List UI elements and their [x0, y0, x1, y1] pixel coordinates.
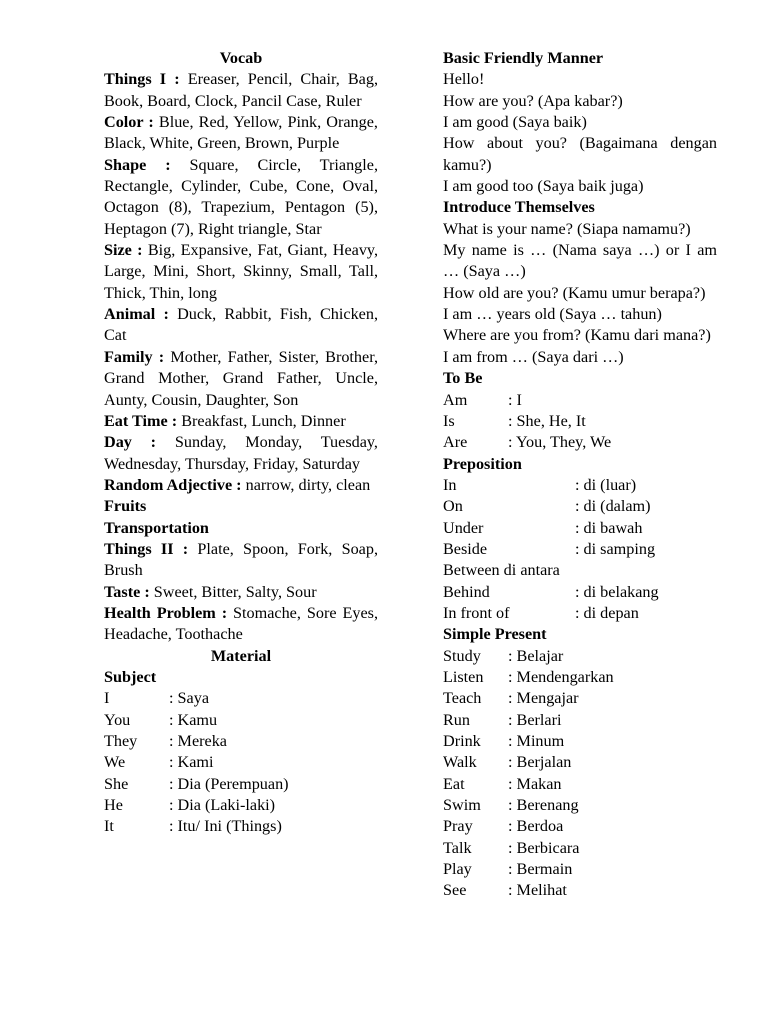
entry-text: Stomache, Sore Eyes, Headache, Toothache — [104, 603, 378, 644]
verb-meaning: : Minum — [508, 732, 565, 750]
right-column — [443, 48, 717, 902]
verb-row — [443, 667, 717, 688]
entry-text: Sweet, Bitter, Salty, Sour — [149, 582, 317, 601]
preposition-row — [443, 518, 717, 539]
verb-meaning: : Mengajar — [508, 689, 579, 708]
verb-meaning: : Melihat — [508, 881, 567, 900]
subject-meaning: : Kamu — [169, 710, 218, 729]
verb-meaning: : Mendengarkan — [508, 667, 614, 686]
verb-row — [443, 752, 717, 773]
preposition-title: Preposition — [443, 454, 522, 473]
verb-meaning: : Belajar — [508, 646, 564, 665]
preposition-row — [443, 539, 717, 560]
verb-row — [443, 646, 717, 667]
tobe-meaning: : I — [508, 390, 522, 409]
subject-row — [104, 795, 378, 816]
subject-term: They — [104, 732, 138, 750]
vocab-entry-shape — [104, 155, 378, 240]
vocab-entry-family — [104, 347, 378, 411]
subject-title: Subject — [104, 667, 157, 686]
manner-line: I am good too (Saya baik juga) — [443, 177, 644, 196]
tobe-row — [443, 432, 717, 453]
verb-row — [443, 838, 717, 859]
verb-meaning: : Berenang — [508, 796, 579, 815]
entry-heading: Taste : — [104, 582, 150, 601]
preposition-row — [443, 475, 717, 496]
tobe-term: Is — [443, 411, 455, 430]
tobe-term: Are — [443, 433, 468, 452]
entry-heading: Shape : — [104, 155, 171, 174]
tobe-row — [443, 390, 717, 411]
entry-heading: Family : — [104, 347, 165, 366]
entry-heading: Random Adjective : — [104, 475, 242, 494]
verb-term: Run — [443, 710, 470, 729]
vocab-entry-things-i — [104, 69, 378, 112]
manner-line: Hello! — [443, 70, 485, 89]
preposition-term: Beside — [443, 539, 488, 558]
subject-row — [104, 731, 378, 752]
vocab-entry-animal — [104, 304, 378, 347]
entry-text: Breakfast, Lunch, Dinner — [177, 411, 346, 430]
preposition-term: In — [443, 475, 457, 494]
entry-text: Plate, Spoon, Fork, Soap, Brush — [104, 539, 379, 580]
tobe-meaning: : You, They, We — [508, 433, 612, 452]
preposition-term: On — [443, 497, 463, 516]
subject-meaning: : Saya — [169, 689, 210, 708]
verb-meaning: : Berlari — [508, 710, 562, 729]
preposition-term: In front of — [443, 603, 510, 622]
tobe-row — [443, 411, 717, 432]
entry-heading: Color : — [104, 113, 154, 132]
subject-term: I — [104, 689, 110, 708]
subject-row — [104, 816, 378, 837]
manner-line: How are you? (Apa kabar?) — [443, 91, 623, 110]
vocab-entry-transportation — [104, 518, 378, 539]
material-title: Material — [210, 646, 272, 665]
subject-row — [104, 710, 378, 731]
preposition-row — [443, 582, 717, 603]
manner-line: How about you? (Bagaimana dengan kamu?) — [443, 134, 717, 174]
introduce-line: How old are you? (Kamu umur berapa?) — [443, 283, 706, 302]
verb-row — [443, 816, 717, 837]
vocab-title: Vocab — [219, 49, 263, 67]
manner-title: Basic Friendly Manner — [443, 49, 604, 67]
entry-heading: Transportation — [104, 518, 209, 537]
preposition-meaning: : di (luar) — [575, 475, 637, 494]
entry-text: Square, Circle, Triangle, Rectangle, Cylinder, Cube, Cone, Oval, Octagon (8), Trapezium, Pentagon (5), Heptagon (7), Right triangle, Star — [104, 155, 378, 238]
entry-heading: Fruits — [104, 497, 147, 516]
entry-heading: Day : — [104, 433, 157, 452]
subject-meaning: : Itu/ Ini (Things) — [169, 817, 282, 836]
verb-row — [443, 731, 717, 752]
manner-line: I am good (Saya baik) — [443, 113, 587, 132]
verb-term: Drink — [443, 732, 481, 750]
subject-term: You — [104, 710, 131, 729]
verb-meaning: : Makan — [508, 774, 562, 793]
entry-heading: Animal : — [104, 305, 169, 324]
preposition-row — [443, 560, 717, 581]
introduce-line: What is your name? (Siapa namamu?) — [443, 219, 691, 238]
verb-term: See — [443, 881, 467, 900]
verb-term: Study — [443, 646, 481, 665]
subject-term: He — [104, 796, 123, 815]
verb-row — [443, 795, 717, 816]
vocab-entry-size — [104, 240, 378, 304]
preposition-meaning: : di (dalam) — [575, 497, 651, 516]
subject-row — [104, 774, 378, 795]
verb-term: Listen — [443, 667, 484, 686]
verb-term: Walk — [443, 753, 477, 772]
subject-term: She — [104, 774, 129, 793]
vocab-entry-health-problem — [104, 603, 378, 646]
verb-meaning: : Bermain — [508, 860, 573, 879]
vocab-entry-taste — [104, 582, 378, 603]
introduce-title: Introduce Themselves — [443, 198, 595, 217]
entry-text: Blue, Red, Yellow, Pink, Orange, Black, White, Green, Brown, Purple — [104, 113, 378, 153]
entry-heading: Eat Time : — [104, 411, 178, 430]
vocab-entry-random-adjective — [104, 475, 378, 496]
entry-text: Ereaser, Pencil, Chair, Bag, Book, Board, Clock, Pancil Case, Ruler — [104, 70, 378, 110]
verb-term: Teach — [443, 689, 482, 708]
preposition-row — [443, 603, 717, 624]
verb-term: Play — [443, 860, 472, 879]
introduce-line: I am from … (Saya dari …) — [443, 347, 624, 366]
verb-meaning: : Berjalan — [508, 753, 572, 772]
subject-meaning: : Mereka — [169, 732, 227, 750]
vocab-entry-day — [104, 432, 378, 475]
preposition-meaning: : di samping — [575, 539, 656, 558]
verb-term: Swim — [443, 796, 481, 815]
verb-term: Eat — [443, 774, 465, 793]
tobe-term: Am — [443, 390, 468, 409]
introduce-line: I am … years old (Saya … tahun) — [443, 305, 662, 324]
tobe-title: To Be — [443, 369, 483, 388]
preposition-row — [443, 496, 717, 517]
vocab-entry-fruits — [104, 496, 378, 517]
entry-text: Big, Expansive, Fat, Giant, Heavy, Large, Mini, Short, Skinny, Small, Tall, Thick, Thin, long — [104, 241, 378, 302]
entry-text: Sunday, Monday, Tuesday, Wednesday, Thursday, Friday, Saturday — [104, 433, 378, 473]
present-title: Simple Present — [443, 625, 547, 644]
subject-row — [104, 752, 378, 773]
left-column — [104, 48, 378, 838]
preposition-meaning: : di belakang — [575, 582, 659, 601]
entry-text: Duck, Rabbit, Fish, Chicken, Cat — [104, 305, 378, 345]
entry-heading: Things I : — [104, 70, 180, 89]
entry-heading: Health Problem : — [104, 603, 228, 622]
subject-meaning: : Dia (Laki-laki) — [169, 796, 276, 815]
entry-text: narrow, dirty, clean — [241, 475, 371, 494]
verb-meaning: : Berbicara — [508, 838, 580, 857]
subject-term: We — [104, 753, 126, 772]
entry-heading: Size : — [104, 241, 143, 260]
subject-meaning: : Dia (Perempuan) — [169, 774, 289, 793]
vocab-entry-eat-time — [104, 411, 378, 432]
entry-heading: Things II : — [104, 539, 189, 558]
preposition-term: Behind — [443, 582, 490, 601]
introduce-line: My name is … (Nama saya …) or I am … (Saya …) — [443, 241, 717, 281]
vocab-entry-color — [104, 112, 378, 155]
verb-row — [443, 774, 717, 795]
introduce-line: Where are you from? (Kamu dari mana?) — [443, 326, 711, 345]
tobe-meaning: : She, He, It — [508, 411, 586, 430]
subject-meaning: : Kami — [169, 753, 214, 772]
verb-term: Talk — [443, 838, 472, 857]
preposition-term: Between di antara — [443, 561, 560, 580]
preposition-term: Under — [443, 518, 484, 537]
preposition-meaning: : di bawah — [575, 518, 643, 537]
verb-row — [443, 710, 717, 731]
verb-row — [443, 688, 717, 709]
verb-term: Pray — [443, 817, 473, 836]
verb-meaning: : Berdoa — [508, 817, 564, 836]
verb-row — [443, 880, 717, 901]
subject-term: It — [104, 817, 114, 836]
preposition-meaning: : di depan — [575, 603, 639, 622]
entry-text: Mother, Father, Sister, Brother, Grand Mother, Grand Father, Uncle, Aunty, Cousin, Daughter, Son — [104, 347, 378, 409]
vocab-entry-things-ii — [104, 539, 378, 582]
verb-row — [443, 859, 717, 880]
subject-row — [104, 688, 378, 709]
